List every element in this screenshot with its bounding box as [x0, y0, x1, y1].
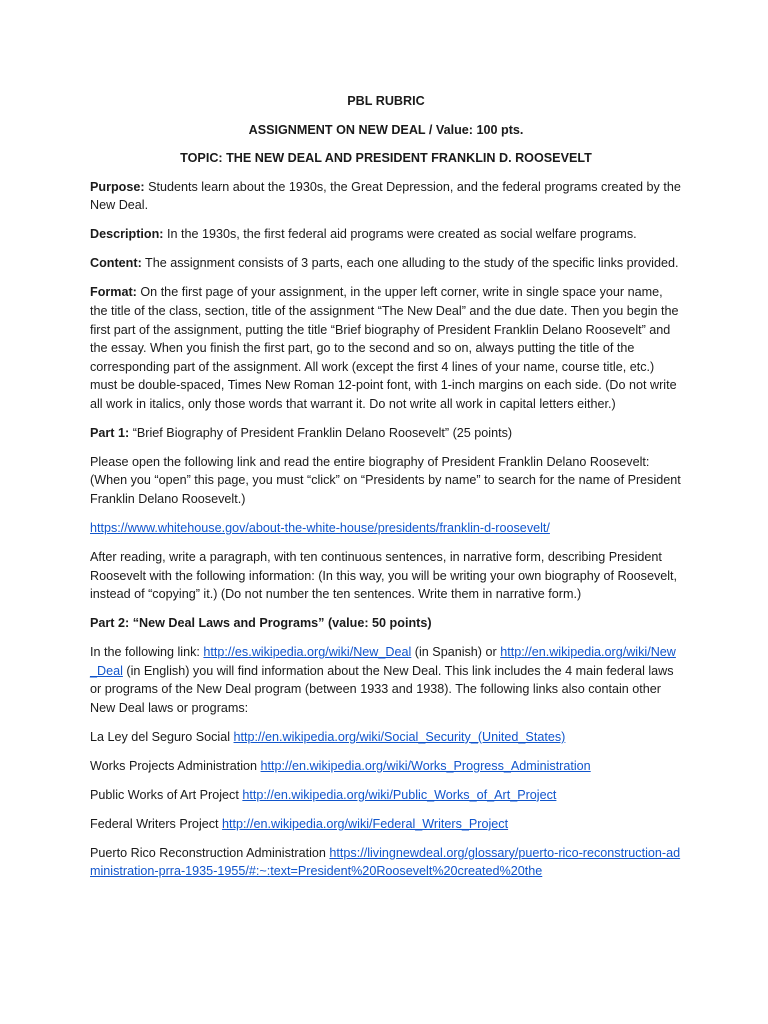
- part1-after-reading: After reading, write a paragraph, with ten continuous sentences, in narrative form, describing President Roosevelt with the following information: (In this way, you will be writing your own biography of Roosevelt, instead of “copying” it.) (Do not number the ten sentences. Write them in narrative form.): [90, 550, 678, 602]
- program-pr-reconstruction: [90, 844, 682, 881]
- format-text: On the first page of your assignment, in the upper left corner, write in single space your name, the title of the class, section, title of the assignment “The New Deal” and the due date. Then you begin the first part of the assignment, putting the title “Brief biography of President Franklin Delano Roosevelt” and the essay. When you finish the first part, go to the second and so on, always putting the title of the corresponding part of the assignment. All work (except the first 4 lines of your name, course title, etc.) must be double-spaced, Times New Roman 12-point font, with 1-inch margins on each side. (Do not write all work in italics, only those words that warrant it. Do not write all work in capital letters either.): [90, 285, 679, 411]
- content-label: Content:: [90, 256, 142, 271]
- assignment-heading: ASSIGNMENT ON NEW DEAL / Value: 100 pts.: [248, 122, 524, 137]
- program-name: La Ley del Seguro Social: [90, 729, 234, 744]
- purpose-text: Students learn about the 1930s, the Great Depression, and the federal programs created by the New Deal.: [90, 179, 681, 213]
- format-paragraph: [90, 283, 682, 413]
- program-link[interactable]: http://en.wikipedia.org/wiki/Social_Security_(United_States): [233, 729, 566, 744]
- topic-heading: TOPIC: THE NEW DEAL AND PRESIDENT FRANKLIN D. ROOSEVELT: [180, 151, 592, 166]
- wikipedia-en-link[interactable]: http://en.wikipedia.org/wiki/New_Deal: [90, 645, 676, 678]
- program-federal-writers: [90, 815, 682, 834]
- program-name: Public Works of Art Project: [90, 787, 243, 802]
- part1-instructions: Please open the following link and read the entire biography of President Franklin Delano Roosevelt: (When you “open” this page, you must “click” on “Presidents by name” to search for the name of President Franklin Delano Roosevelt.): [90, 454, 681, 507]
- program-name: Federal Writers Project: [90, 816, 223, 831]
- part2-intro-c: (in English) you will find information about the New Deal. This link includes the 4 main federal laws or programs of the New Deal program (between 1933 and 1938). The following links also contain other New Deal laws or programs:: [90, 663, 674, 715]
- description-paragraph: [90, 225, 682, 244]
- content-text: The assignment consists of 3 parts, each one alluding to the study of the specific links provided.: [141, 256, 679, 271]
- program-name: Works Projects Administration: [90, 758, 261, 773]
- whitehouse-link[interactable]: https://www.whitehouse.gov/about-the-white-house/presidents/franklin-d-roosevelt/: [90, 521, 550, 536]
- part2-intro-a: In the following link:: [90, 645, 204, 660]
- program-link[interactable]: https://livingnewdeal.org/glossary/puerto-rico-reconstruction-administration-prra-1935-1955/#:~:text=President%20Roosevelt%20created%20the: [90, 845, 681, 879]
- program-works-projects: [90, 757, 682, 776]
- program-link[interactable]: http://en.wikipedia.org/wiki/Works_Progress_Administration: [260, 758, 591, 773]
- program-public-works-art: [90, 786, 682, 805]
- content-paragraph: [90, 254, 682, 273]
- description-text: In the 1930s, the first federal aid programs were created as social welfare programs.: [163, 227, 637, 242]
- purpose-paragraph: [90, 178, 682, 215]
- purpose-label: Purpose:: [90, 179, 145, 194]
- part1-label: Part 1:: [90, 425, 130, 440]
- program-social-security: [90, 728, 682, 747]
- part1-heading: [90, 424, 682, 443]
- program-link[interactable]: http://en.wikipedia.org/wiki/Public_Works_of_Art_Project: [242, 787, 557, 802]
- program-name: Puerto Rico Reconstruction Administration: [90, 845, 330, 860]
- part2-intro-b: (in Spanish) or: [411, 645, 501, 660]
- document-title: PBL RUBRIC: [347, 94, 425, 108]
- program-link[interactable]: http://en.wikipedia.org/wiki/Federal_Writers_Project: [222, 816, 509, 831]
- format-label: Format:: [90, 285, 137, 300]
- part2-intro: [90, 643, 682, 717]
- wikipedia-es-link[interactable]: http://es.wikipedia.org/wiki/New_Deal: [203, 645, 412, 660]
- part1-title: “Brief Biography of President Franklin Delano Roosevelt” (25 points): [129, 425, 513, 440]
- description-label: Description:: [90, 227, 164, 242]
- part2-heading-paragraph: [90, 614, 682, 633]
- part2-heading: Part 2: “New Deal Laws and Programs” (value: 50 points): [90, 616, 432, 631]
- part1-link-paragraph: [90, 519, 682, 538]
